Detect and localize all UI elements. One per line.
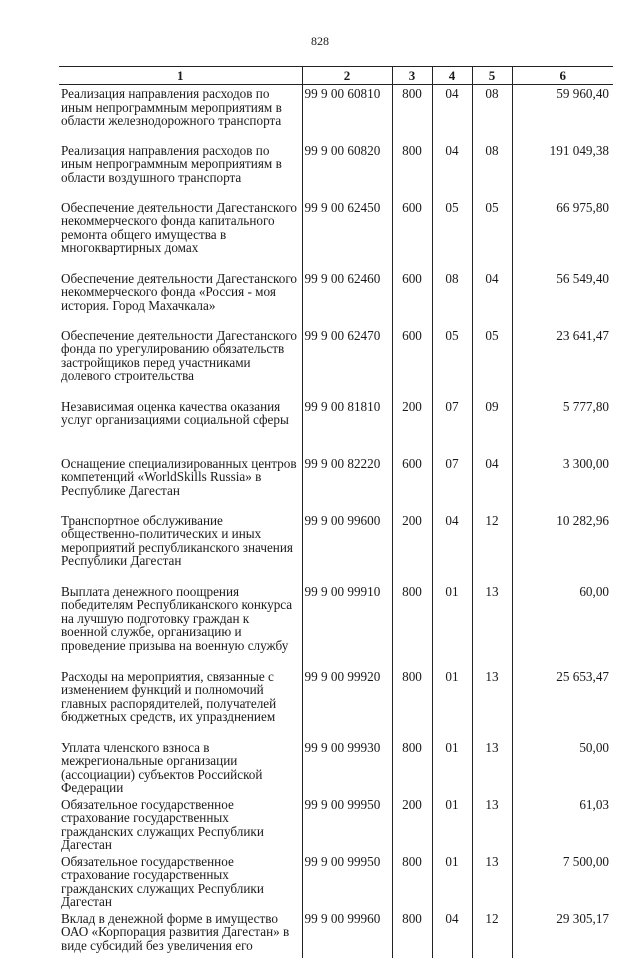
- row-name-cell: Обеспечение деятельности Дагестанского фонда по урегулированию обязательств застройщиков перед участниками долевого строительства: [61, 327, 298, 383]
- row-name-cell: Реализация направления расходов по иным непрограммным мероприятиям в области воздушного транспорта: [61, 142, 282, 185]
- row-name-cell: Уплата членского взноса в межрегиональные организации (ассоциации) субъектов Российской Федерации: [61, 739, 263, 795]
- row-col4-cell: 04: [432, 512, 472, 583]
- table-row: [59, 455, 613, 512]
- row-col5-cell: 09: [472, 398, 512, 455]
- row-col4-cell: 07: [432, 398, 472, 455]
- row-col5-cell: 13: [472, 739, 512, 796]
- row-col5-cell: 08: [472, 142, 512, 199]
- row-name-cell: Обеспечение деятельности Дагестанского некоммерческого фонда капитального ремонта общего имущества в многоквартирных домах: [61, 199, 298, 255]
- row-name-cell: Реализация направления расходов по иным непрограммным мероприятиям в области железнодорожного транспорта: [61, 86, 282, 128]
- table-header-row: [59, 67, 613, 85]
- table-row: [59, 796, 613, 853]
- row-name-cell: Выплата денежного поощрения победителям Республиканского конкурса на лучшую подготовку граждан к военной службе, организацию и проведение призыва на военную службу: [61, 583, 293, 653]
- table-row: [59, 512, 613, 583]
- page-number: 828: [311, 34, 329, 48]
- row-col3-cell: 600: [392, 270, 432, 327]
- row-name-cell: Обязательное государственное страхование государственных гражданских служащих Республики Дагестан: [61, 853, 264, 909]
- row-code-cell: 99 9 00 99930: [302, 739, 392, 796]
- header-col-1: 1: [59, 67, 302, 85]
- table-row: [59, 85, 613, 142]
- budget-table: [59, 66, 613, 958]
- row-amount-cell: 59 960,40: [512, 85, 613, 142]
- row-col5-cell: 08: [472, 85, 512, 142]
- table-row: [59, 398, 613, 455]
- row-col3-cell: 800: [392, 853, 432, 910]
- row-col4-cell: 05: [432, 327, 472, 398]
- row-col5-cell: 04: [472, 455, 512, 512]
- row-code-cell: 99 9 00 99950: [302, 853, 392, 910]
- header-col-5: 5: [472, 67, 512, 85]
- row-amount-cell: 23 641,47: [512, 327, 613, 398]
- row-col3-cell: 800: [392, 739, 432, 796]
- table-row: [59, 327, 613, 398]
- row-col3-cell: 800: [392, 85, 432, 142]
- row-col4-cell: 04: [432, 910, 472, 958]
- row-col3-cell: 800: [392, 583, 432, 668]
- row-col3-cell: 600: [392, 199, 432, 270]
- row-col4-cell: 05: [432, 199, 472, 270]
- row-col5-cell: 13: [472, 796, 512, 853]
- row-col3-cell: 200: [392, 796, 432, 853]
- row-amount-cell: 66 975,80: [512, 199, 613, 270]
- table-row: [59, 853, 613, 910]
- row-col5-cell: 12: [472, 910, 512, 958]
- row-code-cell: 99 9 00 82220: [302, 455, 392, 512]
- table-row: [59, 199, 613, 270]
- row-amount-cell: 10 282,96: [512, 512, 613, 583]
- row-code-cell: 99 9 00 99920: [302, 668, 392, 739]
- row-name-cell: Вклад в денежной форме в имущество ОАО «Корпорация развития Дагестан» в виде субсидий без увеличения его: [61, 910, 290, 953]
- row-code-cell: 99 9 00 62460: [302, 270, 392, 327]
- row-col4-cell: 01: [432, 668, 472, 739]
- row-col5-cell: 04: [472, 270, 512, 327]
- row-code-cell: 99 9 00 62450: [302, 199, 392, 270]
- row-code-cell: 99 9 00 62470: [302, 327, 392, 398]
- table-row: [59, 910, 613, 958]
- row-code-cell: 99 9 00 60820: [302, 142, 392, 199]
- row-col4-cell: 04: [432, 85, 472, 142]
- header-col-3: 3: [392, 67, 432, 85]
- row-code-cell: 99 9 00 99960: [302, 910, 392, 958]
- row-amount-cell: 61,03: [512, 796, 613, 853]
- row-col5-cell: 13: [472, 668, 512, 739]
- row-code-cell: 99 9 00 99600: [302, 512, 392, 583]
- table-row: [59, 142, 613, 199]
- row-name-cell: Независимая оценка качества оказания услуг организациями социальной сферы: [61, 398, 289, 427]
- row-col3-cell: 800: [392, 668, 432, 739]
- row-amount-cell: 60,00: [512, 583, 613, 668]
- row-amount-cell: 56 549,40: [512, 270, 613, 327]
- row-col3-cell: 600: [392, 455, 432, 512]
- row-col3-cell: 200: [392, 398, 432, 455]
- table-row: [59, 668, 613, 739]
- row-amount-cell: 5 777,80: [512, 398, 613, 455]
- header-col-2: 2: [302, 67, 392, 85]
- row-col4-cell: 08: [432, 270, 472, 327]
- row-name-cell: Оснащение специализированных центров компетенций «WorldSkills Russia» в Республике Дагестан: [61, 455, 297, 498]
- row-name-cell: Обязательное государственное страхование государственных гражданских служащих Республики Дагестан: [61, 796, 264, 852]
- row-col3-cell: 200: [392, 512, 432, 583]
- row-name-cell: Расходы на мероприятия, связанные с изменением функций и полномочий главных распорядителей, получателей бюджетных средств, их упразднением: [61, 668, 277, 724]
- row-code-cell: 99 9 00 81810: [302, 398, 392, 455]
- row-col4-cell: 01: [432, 583, 472, 668]
- header-col-4: 4: [432, 67, 472, 85]
- table-body: [59, 85, 613, 958]
- table-row: [59, 739, 613, 796]
- row-amount-cell: 3 300,00: [512, 455, 613, 512]
- row-col4-cell: 04: [432, 142, 472, 199]
- table-row: [59, 270, 613, 327]
- row-code-cell: 99 9 00 99910: [302, 583, 392, 668]
- row-col5-cell: 13: [472, 583, 512, 668]
- table-row: [59, 583, 613, 668]
- row-col3-cell: 800: [392, 910, 432, 958]
- row-col4-cell: 01: [432, 796, 472, 853]
- row-amount-cell: 25 653,47: [512, 668, 613, 739]
- row-amount-cell: 29 305,17: [512, 910, 613, 958]
- row-code-cell: 99 9 00 60810: [302, 85, 392, 142]
- row-code-cell: 99 9 00 99950: [302, 796, 392, 853]
- row-col5-cell: 05: [472, 199, 512, 270]
- row-name-cell: Транспортное обслуживание общественно-политических и иных мероприятий республиканского значения Республики Дагестан: [61, 512, 293, 568]
- row-col4-cell: 01: [432, 739, 472, 796]
- row-amount-cell: 191 049,38: [512, 142, 613, 199]
- row-col3-cell: 600: [392, 327, 432, 398]
- row-col3-cell: 800: [392, 142, 432, 199]
- row-col5-cell: 05: [472, 327, 512, 398]
- header-col-6: 6: [512, 67, 613, 85]
- row-col5-cell: 12: [472, 512, 512, 583]
- row-col4-cell: 07: [432, 455, 472, 512]
- row-amount-cell: 7 500,00: [512, 853, 613, 910]
- row-col5-cell: 13: [472, 853, 512, 910]
- row-name-cell: Обеспечение деятельности Дагестанского некоммерческого фонда «Россия - моя история. Город Махачкала»: [61, 270, 298, 313]
- row-amount-cell: 50,00: [512, 739, 613, 796]
- row-col4-cell: 01: [432, 853, 472, 910]
